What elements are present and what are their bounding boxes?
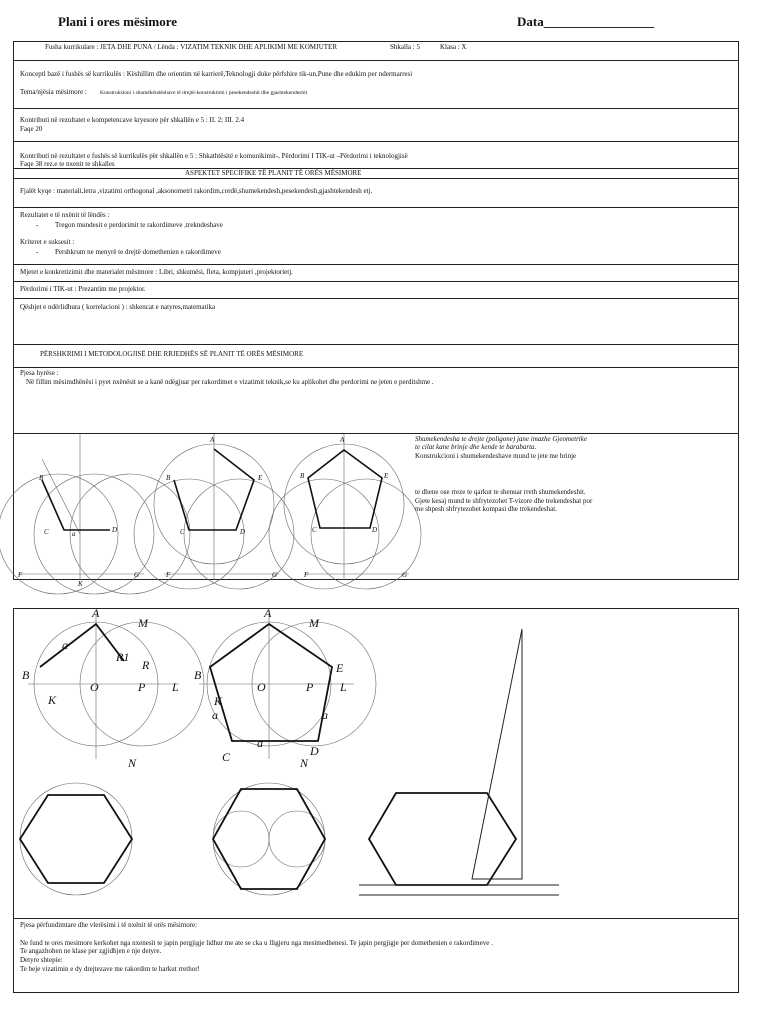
side-note-line: Gjete kesaj mund te shfrytezohet T-vizore dhe trekendeshat por	[415, 497, 593, 505]
label-A: A	[92, 606, 100, 620]
row-divider	[13, 168, 739, 169]
label-F: F	[304, 571, 309, 579]
label-O: O	[90, 680, 99, 694]
label-G: G	[272, 571, 278, 579]
tema-value: Konstruksioni i shumëkëndëshave të drejtë-konstruktimi i pesekendeshit dhe gjashtekendeshit	[100, 90, 308, 96]
label-R1: R1	[116, 650, 130, 664]
label-B: B	[300, 472, 305, 480]
side-note-line: Shumekendesha te drejte (poligone) jane imazhe Gjeometrike	[415, 435, 587, 443]
label-D: D	[372, 526, 378, 534]
kontributi-kompetencave: Kontributi në rezultatet e kompetencave kryesore për shkallën e 5 : II. 2; III. 2.4	[20, 116, 245, 124]
label-C: C	[222, 750, 231, 764]
label-a: a	[212, 708, 218, 722]
final-line: Ne fund te ores mesimore kerkohet nga nxenesit te japin pergjigje lidhur me ate se cka u lligjeru nga mesimedhenesi. Te japin pergjigje per domethenien e rakordimeve .	[20, 939, 493, 947]
label-C: C	[44, 528, 49, 536]
side-note-line: te cilat kane brinje dhe kende te barabarta.	[415, 443, 537, 451]
rezultatet-label: Rezultatet e të nxënit të lëndës :	[20, 211, 110, 219]
label-K: K	[214, 694, 223, 708]
koncepti-baze: Konceptl bazë i fushës së kurrikulës : Këshillim dhe orientim në karrierë,Teknologji duke përfshire tik-un,Pune dhe edukim per ndermarresi	[20, 70, 413, 78]
label-C: C	[312, 526, 317, 534]
row-divider	[13, 344, 739, 345]
side-note-line: me shpesh shfrytezohet kompasi dhe trekendeshat.	[415, 505, 557, 513]
klasa: Klasa : X	[440, 43, 467, 51]
label-a: a	[322, 708, 328, 722]
label-G: G	[134, 571, 140, 579]
row-divider	[13, 264, 739, 265]
final-line: Te angazhohen ne klase per zgjidhjen e nje detyre.	[20, 947, 162, 955]
row-divider	[13, 141, 739, 142]
label-N: N	[128, 756, 137, 770]
label-E: E	[258, 474, 263, 482]
label-F: F	[18, 571, 23, 579]
label-K: K	[48, 693, 57, 707]
pershkrimi-heading: PËRSHKRIMI I METODOLOGJISË DHE RRJEDHËS SË PLANIT TË ORËS MËSIMORE	[40, 350, 304, 358]
row-divider	[13, 207, 739, 208]
label-P: P	[138, 680, 146, 694]
label-D: D	[112, 526, 118, 534]
label-M: M	[138, 616, 148, 630]
final-label: Pjesa përfundimtare dhe vlerësimi i të nxënit të orës mësimore:	[20, 921, 198, 929]
label-N: N	[300, 756, 309, 770]
kontributi-fushes: Kontributi në rezultatet e fushës së kurrikulës për shkallën e 5 : Shkathtësitë e komunikimit-, Përdorimi I TIK-ut –Përdorimi i teknologjisë	[20, 152, 408, 160]
label-O: O	[257, 680, 266, 694]
label-L: L	[172, 680, 179, 694]
label-E: E	[336, 661, 344, 675]
final-line: Te beje vizatimin e dy drejtezave me rakordim te harkut rrethor!	[20, 965, 200, 973]
pentagon-construction-figures	[14, 434, 414, 588]
kriteret-bullet: Pershkrum ne menyrë te drejtë domethenien e rakordimeve	[55, 248, 221, 256]
row-divider	[13, 108, 739, 109]
label-A: A	[340, 436, 345, 444]
row-divider	[13, 281, 739, 282]
label-A: A	[210, 436, 215, 444]
row-divider	[13, 918, 739, 919]
fjalet-kyqe: Fjalët kyqe : materiali,letra ,vizatimi orthogonal ,aksonometri rakordim,cordë,shumekendesh,pesekendesh,gjashtekendesh etj.	[20, 187, 373, 195]
label-a: a	[62, 638, 68, 652]
kriteret-label: Kriteret e suksesit :	[20, 238, 75, 246]
fusha-kurrikulare: Fusha kurrikulare : JETA DHE PUNA / Lënda : VIZATIM TEKNIK DHE APLIKIMI ME KOMJUTER	[45, 43, 337, 51]
label-D: D	[240, 528, 246, 536]
label-F: F	[166, 571, 171, 579]
side-note-line: te dhene ose rreze te qarkut te shenuar rreth shumekendeshit.	[415, 488, 586, 496]
pjesa-hyrese-label: Pjesa hyrëse :	[20, 369, 59, 377]
pjesa-hyrese-text: Në fillim mësimdhënësi i pyet nxënësit se a kanë ndëgjuar per rakordimet e vizatimit teknik,se ku aplikohet dhe perdorimi ne jeten e perditshme .	[26, 378, 434, 386]
rezultatet-bullet: Tregon mundesit e perdorimit te rakordimeve ,trekndeshave	[55, 221, 223, 229]
label-a: a	[72, 530, 76, 538]
bullet-dash: -	[36, 221, 39, 229]
side-note-line: Konstrukcioni i shumekendeshave mund te jete me brinje	[415, 452, 577, 460]
row-divider	[13, 60, 739, 61]
perdorimi-tik: Përdorimi i TIK-ut : Prezantim me projektor.	[20, 285, 146, 293]
page-title: Plani i ores mësimore	[58, 14, 178, 29]
label-a: a	[257, 736, 263, 750]
shkalla: Shkalla : 5	[390, 43, 420, 51]
aspektet-heading: ASPEKTET SPECIFIKE TË PLANIT TË ORËS MËSIMORE	[185, 169, 362, 177]
label-A: A	[264, 606, 272, 620]
label-P: P	[306, 680, 314, 694]
bullet-dash: -	[36, 248, 39, 256]
label-C: C	[180, 528, 185, 536]
polygon-construction-figures	[14, 606, 574, 917]
mjetet: Mjetet e konkretizimit dhe materialet mësimore : Libri, shkumësi, fleta, kompjuteri ,projektorietj.	[20, 268, 293, 276]
label-D: D	[310, 744, 319, 758]
row-divider	[13, 298, 739, 299]
label-B: B	[166, 474, 171, 482]
qeshjet-nderlidhura: Qëshjet e ndërlidhura ( korrelacioni ) : shkencat e natyres,matematika	[20, 303, 216, 311]
tema-label: Tema/njësia mësimore :	[20, 88, 87, 96]
label-R: R	[142, 658, 150, 672]
final-line: Detyre shtepie:	[20, 956, 63, 964]
kontributi-fushes-faqe: Faqe 38 rez.e te nxenit te shkalles	[20, 160, 115, 168]
label-L: L	[340, 680, 347, 694]
label-B: B	[194, 668, 202, 682]
label-B: B	[22, 668, 30, 682]
label-M: M	[309, 616, 319, 630]
kontributi-faqe: Faqe 20	[20, 125, 43, 133]
date-field: Data_________________	[517, 14, 655, 29]
row-divider	[13, 367, 739, 368]
label-G: G	[402, 571, 408, 579]
label-K: K	[78, 580, 83, 588]
label-E: E	[384, 472, 389, 480]
row-divider	[13, 178, 739, 179]
label-B: B	[39, 474, 44, 482]
